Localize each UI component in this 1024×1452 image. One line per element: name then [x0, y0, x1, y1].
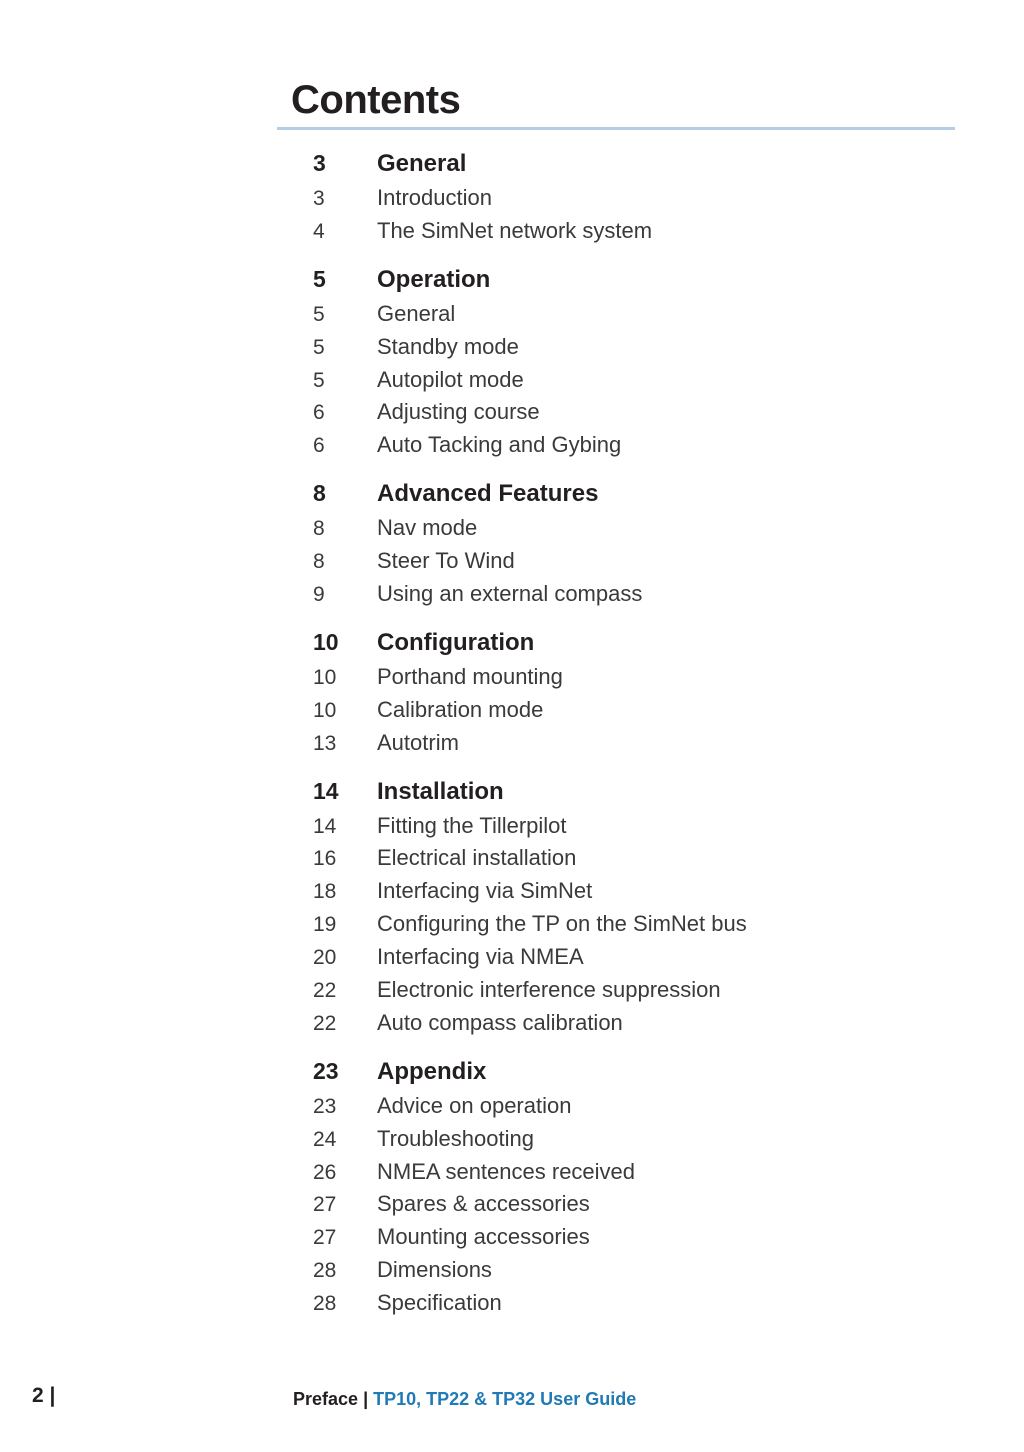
toc-section	[313, 475, 953, 611]
toc-entry[interactable]	[313, 1090, 953, 1123]
toc-entry-page: 10	[313, 665, 337, 689]
toc-entry-page: 10	[313, 698, 337, 722]
toc-entry-page: 5	[313, 302, 325, 326]
toc-entry-title: Interfacing via SimNet	[377, 878, 593, 904]
toc-entry-title: Fitting the Tillerpilot	[377, 812, 567, 838]
toc-entry[interactable]	[313, 429, 953, 462]
toc-entry-page: 26	[313, 1160, 337, 1184]
toc-entry[interactable]	[313, 908, 953, 941]
toc-entry[interactable]	[313, 545, 953, 578]
toc-entry-page: 5	[313, 368, 325, 392]
toc-section	[313, 773, 953, 1040]
toc-chapter-page: 5	[313, 265, 326, 292]
toc-entry-title: Mounting accessories	[377, 1224, 590, 1250]
toc-entry-title: Standby mode	[377, 333, 519, 359]
toc-entry[interactable]	[313, 1007, 953, 1040]
toc-entry-title: Nav mode	[377, 515, 478, 541]
page-number: 2 |	[32, 1384, 56, 1407]
toc-entry[interactable]	[313, 727, 953, 760]
toc-entry[interactable]	[313, 298, 953, 331]
toc-entry[interactable]	[313, 512, 953, 545]
toc-chapter-page: 10	[313, 628, 339, 655]
toc-chapter-heading[interactable]	[313, 1053, 953, 1090]
toc-section	[313, 1053, 953, 1320]
toc-entry-title: Specification	[377, 1290, 502, 1316]
toc-entry-page: 19	[313, 913, 337, 937]
toc-entry[interactable]	[313, 974, 953, 1007]
page-title: Contents	[291, 78, 461, 122]
toc-entry-title: Autotrim	[377, 729, 459, 755]
toc-entry[interactable]	[313, 1156, 953, 1189]
toc-entry-title: Dimensions	[377, 1257, 492, 1283]
toc-entry-page: 3	[313, 187, 325, 210]
title-divider	[277, 127, 955, 130]
toc-entry-title: Electronic interference suppression	[377, 977, 721, 1003]
toc-entry[interactable]	[313, 661, 953, 694]
toc-entry-page: 4	[313, 219, 325, 243]
toc-entry[interactable]	[313, 182, 953, 215]
toc-entry-page: 6	[313, 434, 325, 458]
toc-entry-title: The SimNet network system	[377, 217, 653, 243]
toc-entry-page: 23	[313, 1094, 337, 1118]
toc-entry-page: 16	[313, 847, 337, 871]
toc-entry-title: Spares & accessories	[377, 1191, 590, 1217]
toc-section	[313, 261, 953, 462]
toc-entry-title: Porthand mounting	[377, 663, 563, 689]
toc-chapter-page: 3	[313, 150, 326, 176]
toc-entry[interactable]	[313, 1221, 953, 1254]
toc-entry-title: Troubleshooting	[377, 1125, 534, 1151]
toc-entry-page: 8	[313, 550, 325, 574]
toc-entry-title: Auto Tacking and Gybing	[377, 432, 622, 458]
toc-section	[313, 624, 953, 760]
toc-entry-page: 9	[313, 583, 325, 607]
toc-entry-page: 13	[313, 731, 337, 755]
toc-entry[interactable]	[313, 1123, 953, 1156]
toc-entry-title: Adjusting course	[377, 399, 540, 425]
toc-entry-page: 14	[313, 814, 337, 838]
toc-entry-title: Configuring the TP on the SimNet bus	[377, 911, 747, 937]
toc-entry-title: Introduction	[377, 185, 492, 210]
toc-chapter-heading[interactable]	[313, 145, 953, 182]
toc-entry-page: 27	[313, 1226, 337, 1250]
toc-entry-page: 24	[313, 1127, 337, 1151]
toc-entry-page: 28	[313, 1259, 337, 1283]
footer-guide-title: TP10, TP22 & TP32 User Guide	[373, 1389, 637, 1409]
toc-entry[interactable]	[313, 842, 953, 875]
toc-entry-title: Electrical installation	[377, 845, 577, 871]
toc-entry-page: 20	[313, 946, 337, 970]
toc-chapter-heading[interactable]	[313, 773, 953, 810]
toc-entry[interactable]	[313, 396, 953, 429]
toc-chapter-page: 14	[313, 777, 339, 804]
toc-section	[313, 145, 953, 248]
toc-entry[interactable]	[313, 694, 953, 727]
toc-entry[interactable]	[313, 578, 953, 611]
toc-entry-page: 6	[313, 401, 325, 425]
toc-entry-title: Steer To Wind	[377, 548, 515, 574]
toc-entry[interactable]	[313, 1254, 953, 1287]
table-of-contents	[313, 145, 953, 1333]
toc-entry[interactable]	[313, 364, 953, 397]
toc-entry-page: 18	[313, 880, 337, 904]
page-footer	[293, 1389, 636, 1410]
toc-entry-title: Interfacing via NMEA	[377, 944, 584, 970]
toc-chapter-title: Advanced Features	[377, 480, 599, 508]
toc-entry-title: Advice on operation	[377, 1092, 572, 1118]
toc-entry[interactable]	[313, 875, 953, 908]
toc-chapter-heading[interactable]	[313, 475, 953, 512]
toc-entry-page: 5	[313, 335, 325, 359]
toc-chapter-heading[interactable]	[313, 261, 953, 298]
toc-chapter-page: 23	[313, 1057, 339, 1084]
toc-entry-title: NMEA sentences received	[377, 1158, 636, 1184]
toc-entry[interactable]	[313, 1188, 953, 1221]
toc-entry-title: Autopilot mode	[377, 366, 524, 392]
toc-entry-title: Calibration mode	[377, 696, 544, 722]
toc-entry-title: General	[377, 300, 456, 326]
toc-chapter-title: Appendix	[377, 1057, 487, 1085]
toc-entry[interactable]	[313, 215, 953, 248]
toc-entry-page: 28	[313, 1292, 337, 1316]
toc-entry[interactable]	[313, 331, 953, 364]
toc-entry-page: 22	[313, 979, 337, 1003]
toc-entry[interactable]	[313, 941, 953, 974]
toc-chapter-heading[interactable]	[313, 624, 953, 661]
footer-separator: |	[358, 1389, 374, 1409]
toc-chapter-title: Installation	[377, 777, 504, 805]
toc-chapter-title: Operation	[377, 265, 491, 293]
toc-entry-title: Auto compass calibration	[377, 1009, 623, 1035]
toc-entry-title: Using an external compass	[377, 581, 643, 607]
toc-chapter-title: Configuration	[377, 628, 535, 656]
toc-entry-page: 22	[313, 1011, 337, 1035]
toc-entry-page: 8	[313, 517, 325, 541]
toc-entry-page: 27	[313, 1193, 337, 1217]
toc-chapter-page: 8	[313, 480, 326, 507]
toc-entry[interactable]	[313, 810, 953, 843]
toc-entry[interactable]	[313, 1287, 953, 1320]
toc-chapter-title: General	[377, 150, 467, 177]
footer-section: Preface	[293, 1389, 359, 1409]
